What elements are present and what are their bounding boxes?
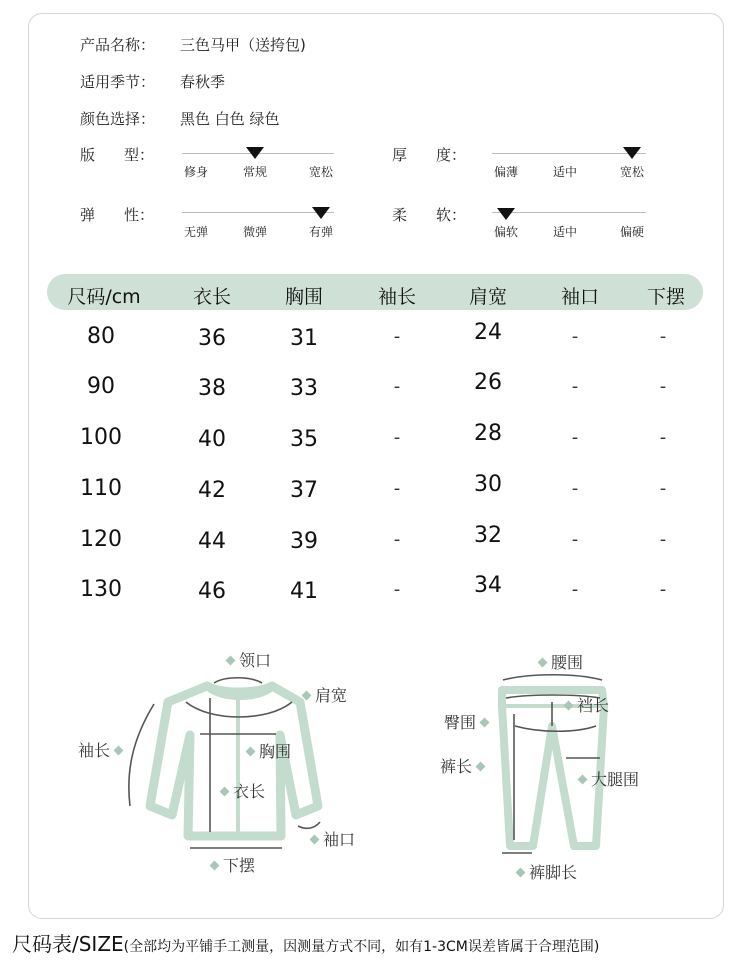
label-pants-length: 裤长 [440, 754, 489, 777]
scale-tick: 适中 [552, 225, 578, 239]
scale-label: 弹 性： [80, 206, 155, 224]
scale-tick: 适中 [552, 165, 578, 179]
table-cell: 33 [290, 376, 318, 401]
footer-note: (全部均为平铺手工测量，因测量方式不同，如有1-3CM误差皆属于合理范围) [123, 939, 600, 955]
diamond-marker-icon [114, 746, 124, 756]
scale-label: 厚 度： [392, 146, 467, 164]
label-collar: 领口 [222, 648, 271, 671]
table-cell: - [659, 529, 667, 550]
table-cell: - [393, 326, 401, 347]
label-thigh: 大腿围 [574, 767, 639, 790]
scale-label: 版 型： [80, 146, 155, 164]
table-cell: - [659, 427, 667, 448]
scale-tick: 修身 [183, 165, 209, 179]
table-cell: 30 [474, 472, 502, 497]
table-cell: 39 [290, 529, 318, 554]
label-chest: 胸围 [242, 739, 291, 762]
table-cell: - [659, 478, 667, 499]
table-cell: - [393, 579, 401, 600]
scale-tick: 有弹 [308, 225, 334, 239]
scale-tick: 无弹 [183, 225, 209, 239]
info-value: 春秋季 [180, 73, 226, 91]
table-cell: - [571, 478, 579, 499]
table-cell: - [659, 376, 667, 397]
table-header-cell: 下摆 [646, 286, 686, 308]
scale-tick: 宽松 [619, 165, 645, 179]
diamond-marker-icon [310, 835, 320, 845]
info-label: 产品名称： [80, 36, 156, 54]
info-value: 三色马甲（送挎包) [180, 36, 306, 54]
label-shoulder: 肩宽 [298, 683, 347, 706]
diamond-marker-icon [516, 868, 526, 878]
table-cell: 31 [290, 326, 318, 351]
table-cell: 32 [474, 523, 502, 548]
table-cell: 90 [87, 374, 115, 399]
table-cell: 130 [80, 577, 122, 602]
label-leg-opening: 裤脚长 [512, 860, 577, 883]
scale-tick: 偏软 [493, 225, 519, 239]
table-cell: 28 [474, 421, 502, 446]
table-cell: 38 [198, 376, 226, 401]
diamond-marker-icon [476, 762, 486, 772]
table-cell: 110 [80, 476, 122, 501]
info-label: 颜色选择： [80, 110, 156, 128]
table-cell: 80 [87, 324, 115, 349]
table-cell: 100 [80, 425, 122, 450]
label-hip: 臀围 [444, 710, 493, 733]
label-cuff: 袖口 [306, 827, 355, 850]
table-cell: - [659, 326, 667, 347]
table-header-cell: 袖口 [560, 286, 600, 308]
footer-caption [12, 928, 599, 957]
diamond-marker-icon [210, 861, 220, 871]
diamond-marker-icon [538, 658, 548, 668]
table-cell: 24 [474, 320, 502, 345]
table-header-cell: 尺码/cm [67, 286, 141, 308]
scale-tick: 微弹 [242, 225, 268, 239]
diamond-marker-icon [226, 656, 236, 666]
diamond-marker-icon [578, 775, 588, 785]
diamond-marker-icon [246, 747, 256, 757]
table-header-cell: 胸围 [284, 286, 324, 308]
table-cell: - [393, 376, 401, 397]
table-header-cell: 肩宽 [468, 286, 508, 308]
label-sleeve: 袖长 [78, 738, 127, 761]
diamond-marker-icon [480, 718, 490, 728]
label-hem: 下摆 [206, 853, 255, 876]
table-cell: 35 [290, 427, 318, 452]
table-cell: 37 [290, 478, 318, 503]
table-header-cell: 袖长 [377, 286, 417, 308]
table-cell: 40 [198, 427, 226, 452]
table-cell: 46 [198, 579, 226, 604]
table-cell: 26 [474, 370, 502, 395]
scale-label: 柔 软： [392, 206, 467, 224]
scale-tick: 偏硬 [619, 225, 645, 239]
table-cell: - [571, 579, 579, 600]
jacket-illustration [150, 686, 318, 836]
table-cell: - [393, 529, 401, 550]
label-length: 衣长 [216, 779, 265, 802]
scale-tick: 常规 [242, 165, 268, 179]
diamond-marker-icon [564, 701, 574, 711]
table-cell: - [393, 427, 401, 448]
table-cell: - [571, 376, 579, 397]
table-cell: - [659, 579, 667, 600]
diamond-marker-icon [220, 787, 230, 797]
table-cell: 36 [198, 326, 226, 351]
info-value: 黑色 白色 绿色 [180, 110, 280, 128]
table-cell: 42 [198, 478, 226, 503]
diamond-marker-icon [302, 691, 312, 701]
label-waist: 腰围 [534, 650, 583, 673]
table-cell: - [571, 326, 579, 347]
scale-tick: 偏薄 [493, 165, 519, 179]
info-label: 适用季节： [80, 73, 156, 91]
table-header-cell: 衣长 [192, 286, 232, 308]
label-rise: 裆长 [560, 693, 609, 716]
table-cell: 41 [290, 579, 318, 604]
footer-title: 尺码表/SIZE [12, 932, 124, 956]
scale-tick: 宽松 [308, 165, 334, 179]
table-cell: 34 [474, 573, 502, 598]
table-cell: - [571, 427, 579, 448]
table-cell: - [571, 529, 579, 550]
table-cell: - [393, 478, 401, 499]
table-cell: 120 [80, 527, 122, 552]
table-cell: 44 [198, 529, 226, 554]
